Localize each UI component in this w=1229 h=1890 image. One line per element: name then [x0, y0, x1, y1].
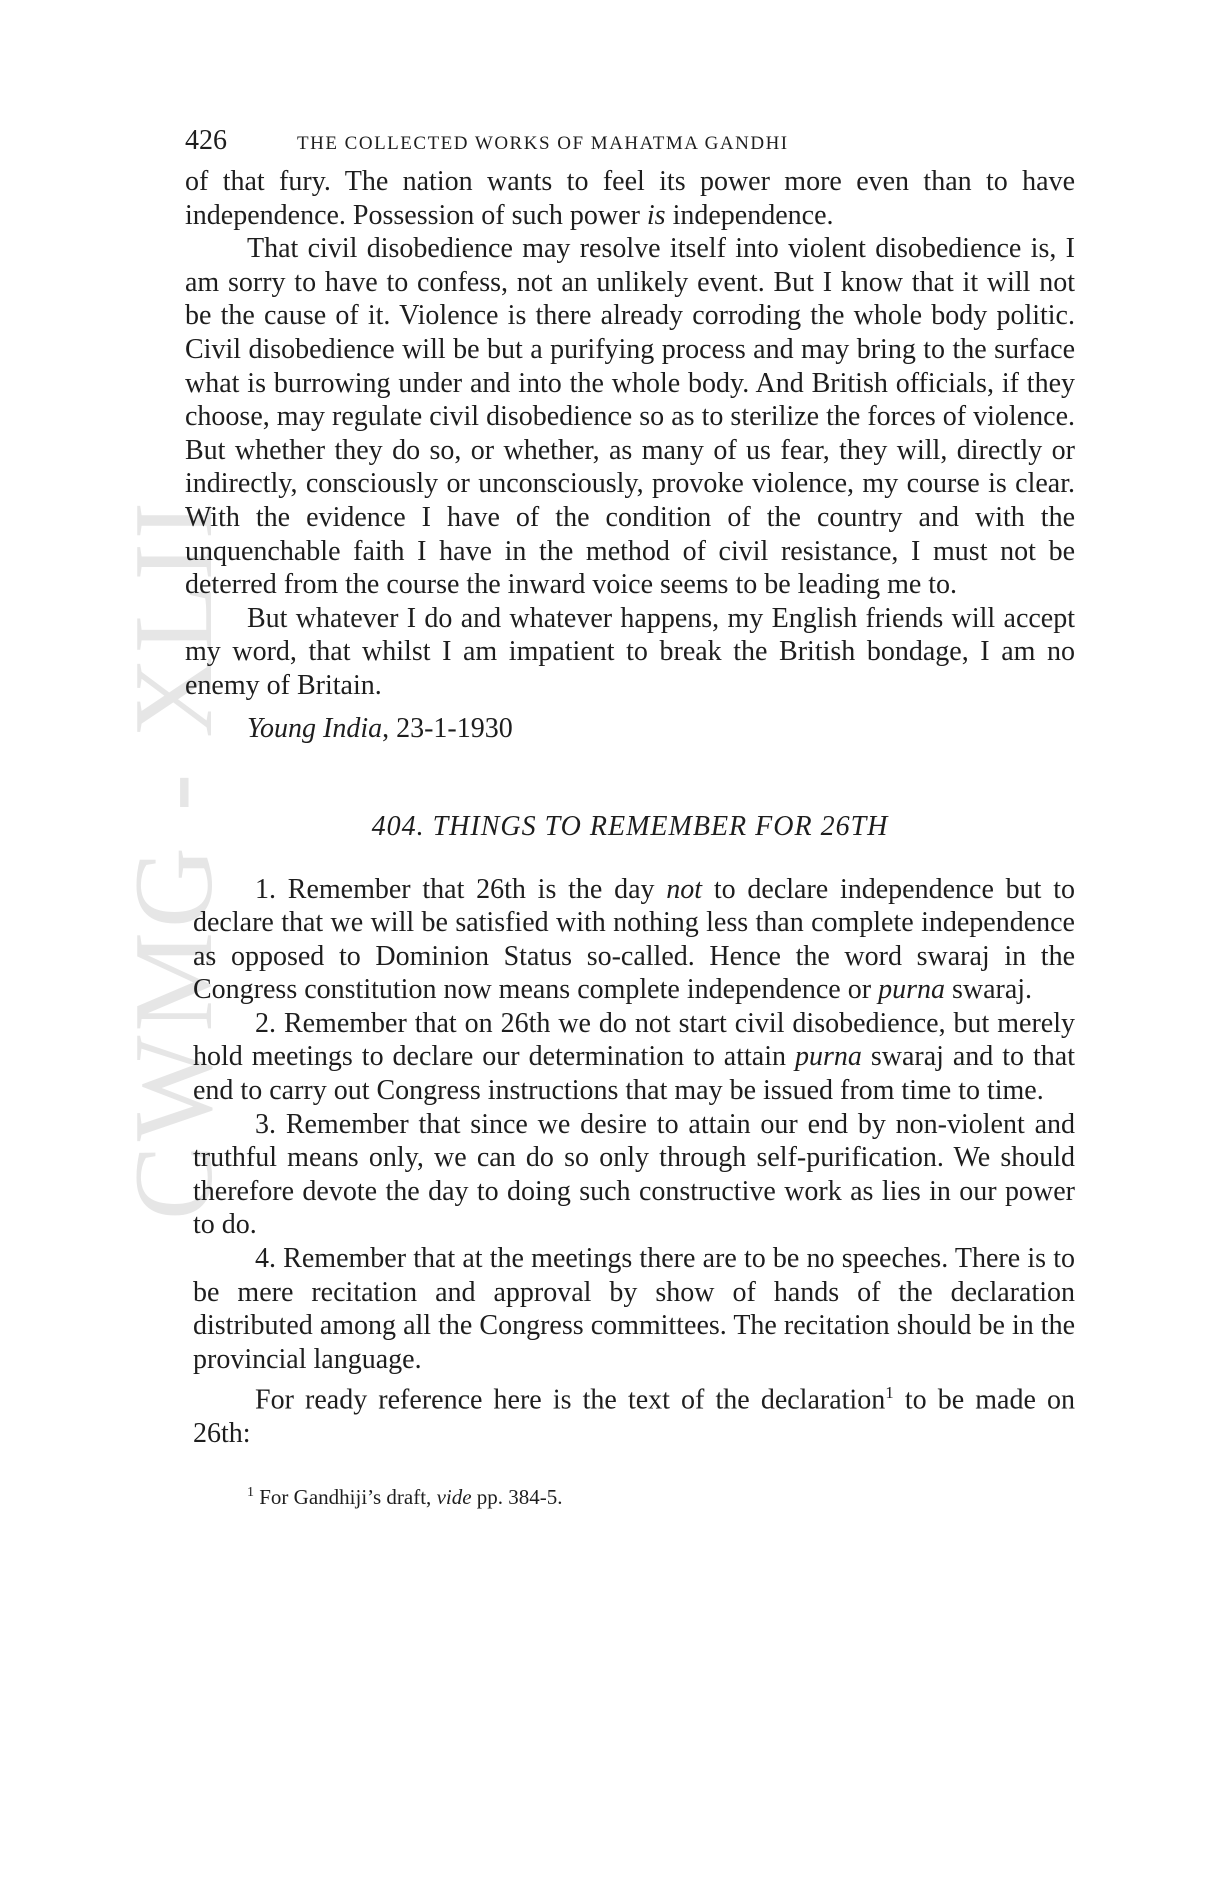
paragraph: That civil disobedience may resolve itself into violent disobedience is, I am sorry to have to confess, not an unlikely event. But I know that it will not be the cause of it. Violence is there already corroding the whole body politic. Civil disobedience will be but a purifying process and may bring to the surface what is burrowing under and into the whole body. And British officials, if they choose, may regulate civil disobedience so as to sterilize the forces of violence. But whether they do so, or whether, as many of us fear, they will, directly or indirectly, consciously or unconsciously, provoke violence, my course is clear. With the evidence I have of the condition of the country and with the unquenchable faith I have in the method of civil resistance, I must not be deterred from the course the inward voice seems to be leading me to.: [185, 233, 1075, 601]
running-head: [185, 125, 1075, 157]
footnote: $^1$ For Gandhiji’s draft, vide pp. 384-5.: [247, 1484, 563, 1509]
list-item: 2. Remember that on 26th we do not start civil disobedience, but merely hold meetings to declare our determination to attain purna swaraj and to that end to carry out Congress instructions that may be issued from time to time.: [193, 1007, 1075, 1107]
emphasis: is: [646, 199, 666, 231]
section-title: 404. THINGS TO REMEMBER FOR 26TH: [371, 810, 889, 842]
list-item: 4. Remember that at the meetings there are to be no speeches. There is to be mere recitation and approval by show of hands of the declaration distributed among all the Congress committees. The recitation should be in the provincial language.: [193, 1243, 1075, 1375]
page-number: 426: [185, 125, 227, 156]
page: [185, 125, 1075, 1510]
source-citation: Young India, 23-1-1930: [247, 712, 513, 744]
footnote-ref: 1: [885, 1383, 894, 1403]
running-title: THE COLLECTED WORKS OF MAHATMA GANDHI: [297, 133, 789, 154]
watermark: CWMG - XLII: [112, 497, 236, 1220]
paragraph: For ready reference here is the text of the declaration$^1$ to be made on 26th:: [193, 1383, 1076, 1450]
list-item: 1. Remember that 26th is the day not to declare independence but to declare that we will be satisfied with nothing less than complete independence as opposed to Dominion Status so-called. Hence the word swaraj in the Congress constitution now means complete independence or purna swaraj.: [193, 873, 1075, 1006]
section-body: [185, 873, 1075, 1451]
list-item: 3. Remember that since we desire to attain our end by non-violent and truthful means only, we can do so only through self-purification. We should therefore devote the day to doing such constructive work as lies in our power to do.: [193, 1108, 1075, 1241]
paragraph-continued: of that fury. The nation wants to feel its power more even than to have independence. Possession of such power is independence.: [185, 166, 1075, 231]
paragraph: But whatever I do and whatever happens, my English friends will accept my word, that whilst I am impatient to break the British bondage, I am no enemy of Britain.: [185, 602, 1075, 701]
